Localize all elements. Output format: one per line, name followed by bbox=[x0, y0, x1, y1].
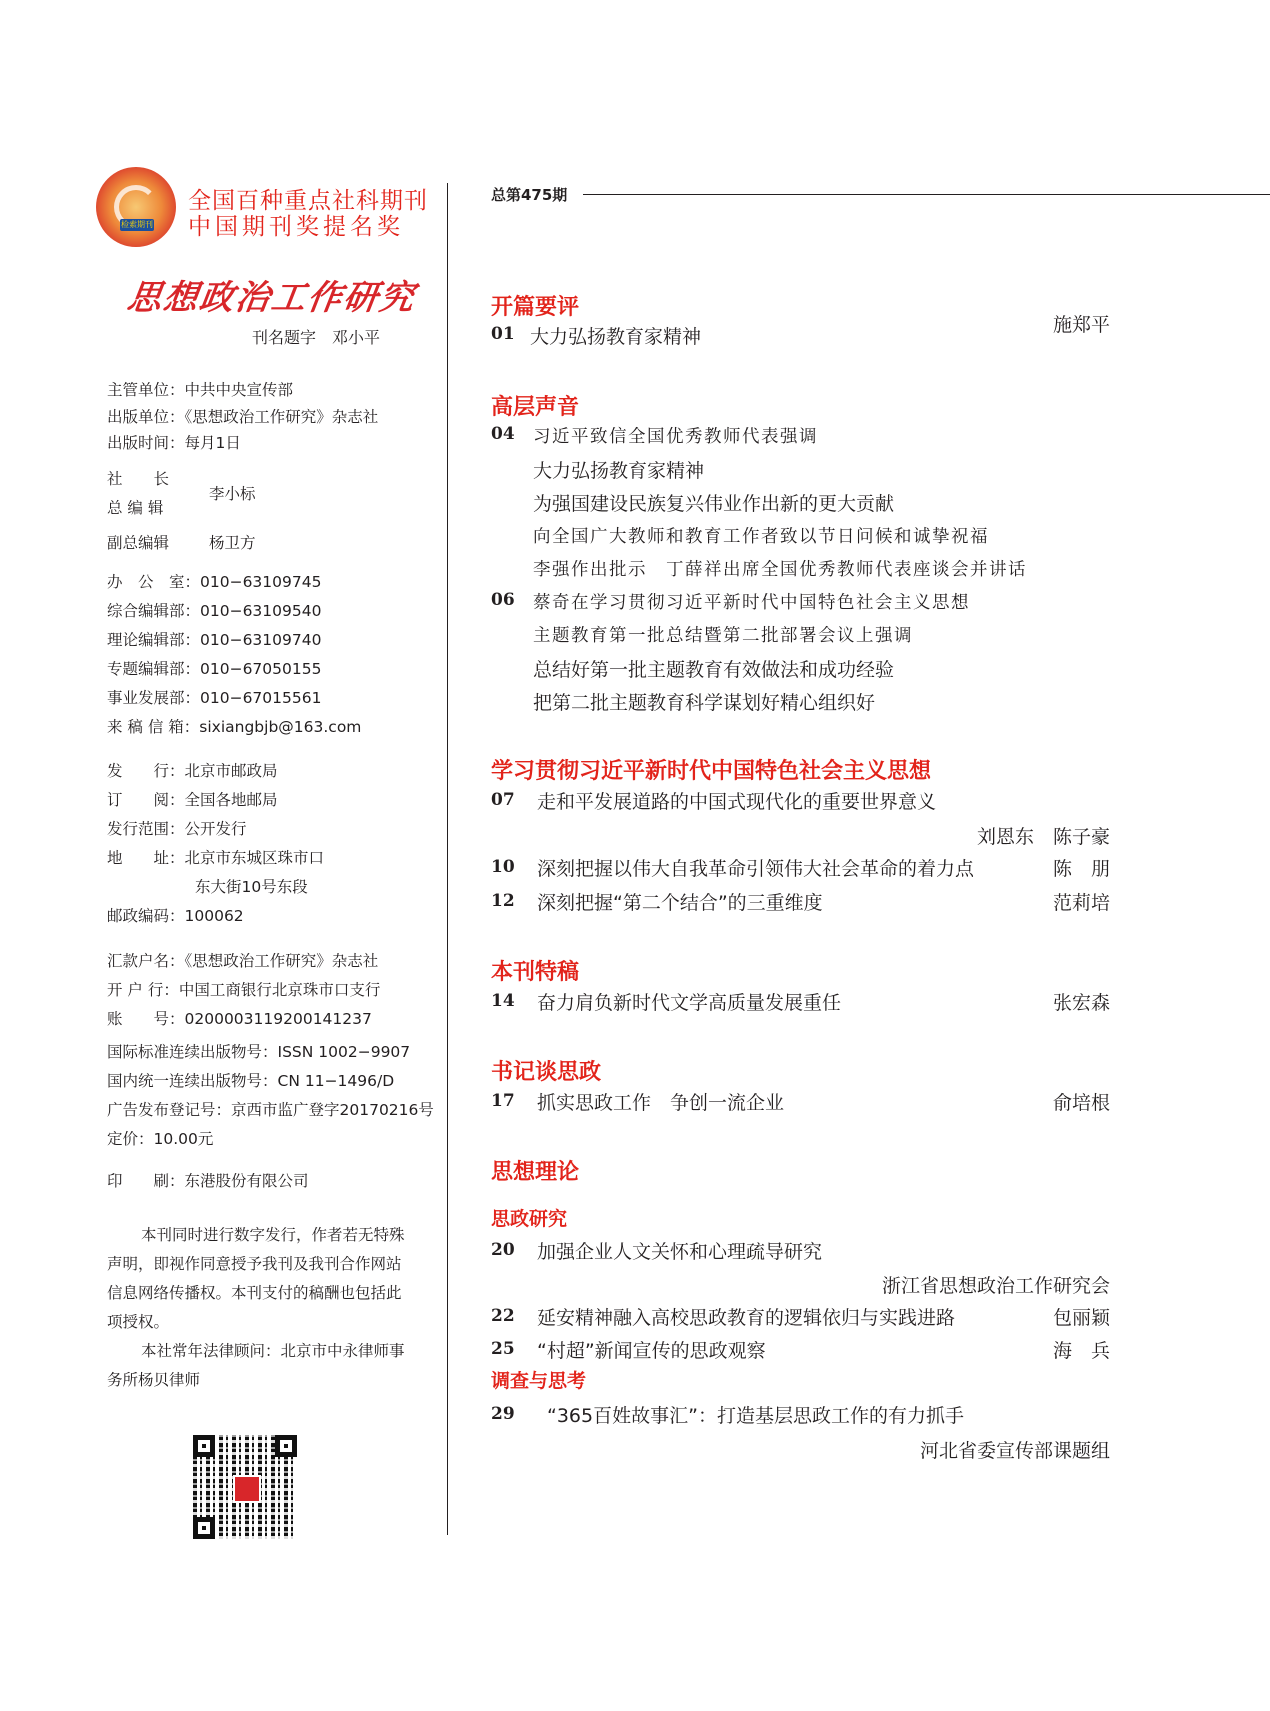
qr-finder-icon bbox=[193, 1435, 215, 1457]
issn-info: 国际标准连续出版物号：ISSN 1002−9907 bbox=[107, 1043, 411, 1061]
entry-page-number: 10 bbox=[491, 857, 515, 877]
legal-counsel-notice: 本社常年法律顾问：北京市中永律师事务所杨贝律师 bbox=[107, 1342, 405, 1389]
entry-page-number: 25 bbox=[491, 1339, 515, 1359]
award-line-1: 全国百种重点社科期刊 bbox=[188, 188, 428, 214]
entry-author: 张宏森 bbox=[1052, 992, 1110, 1014]
entry-title[interactable]: 为强国建设民族复兴伟业作出新的更大贡献 bbox=[533, 493, 895, 515]
entry-author: 海 兵 bbox=[1052, 1340, 1110, 1362]
cn-info: 国内统一连续出版物号：CN 11−1496/D bbox=[107, 1072, 395, 1090]
entry-title[interactable]: 走和平发展道路的中国式现代化的重要世界意义 bbox=[537, 791, 937, 813]
entry-page-number: 17 bbox=[491, 1091, 515, 1111]
entry-title[interactable]: 总结好第一批主题教育有效做法和成功经验 bbox=[533, 659, 895, 681]
phone-office: 办 公 室：010−63109745 bbox=[107, 573, 322, 591]
section-title: 开篇要评 bbox=[491, 295, 580, 320]
section-title: 书记谈思政 bbox=[491, 1060, 602, 1085]
entry-page-number: 12 bbox=[491, 891, 515, 911]
distribution-range: 发行范围：公开发行 bbox=[107, 820, 247, 838]
president-label: 社 长 bbox=[107, 470, 170, 488]
entry-title[interactable]: 延安精神融入高校思政教育的逻辑依归与实践进路 bbox=[537, 1307, 956, 1329]
bank-info: 开 户 行：中国工商银行北京珠市口支行 bbox=[107, 981, 381, 999]
calligraphy-credit: 刊名题字 邓小平 bbox=[252, 328, 381, 347]
qr-finder-icon bbox=[193, 1517, 215, 1539]
journal-award-logo bbox=[96, 167, 176, 247]
qr-center-logo-icon bbox=[233, 1475, 261, 1503]
column-divider bbox=[447, 183, 448, 1535]
publisher-info: 出版单位：《思想政治工作研究》杂志社 bbox=[107, 408, 379, 426]
entry-title[interactable]: 抓实思政工作 争创一流企业 bbox=[537, 1092, 785, 1114]
copyright-notice bbox=[107, 1221, 407, 1395]
phone-business-dept: 事业发展部：010−67015561 bbox=[107, 689, 322, 707]
logo-band-text: 检索期刊 bbox=[121, 220, 153, 229]
entry-page-number: 04 bbox=[491, 424, 515, 444]
phone-special-dept: 专题编辑部：010−67050155 bbox=[107, 660, 322, 678]
entry-page-number: 06 bbox=[491, 590, 515, 610]
header-rule bbox=[583, 194, 1270, 195]
phone-general-dept: 综合编辑部：010−63109540 bbox=[107, 602, 322, 620]
entry-page-number: 07 bbox=[491, 790, 515, 810]
entry-author: 范莉培 bbox=[1052, 892, 1110, 914]
entry-page-number: 29 bbox=[491, 1404, 515, 1424]
subsection-title: 思政研究 bbox=[491, 1208, 568, 1230]
entry-title[interactable]: 把第二批主题教育科学谋划好精心组织好 bbox=[533, 692, 876, 714]
section-title: 思想理论 bbox=[491, 1160, 580, 1185]
price-info: 定价：10.00元 bbox=[107, 1130, 214, 1148]
section-title: 本刊特稿 bbox=[491, 960, 580, 985]
president-name: 李小标 bbox=[209, 485, 256, 503]
entry-title[interactable]: 深刻把握“第二个结合”的三重维度 bbox=[537, 892, 823, 914]
entry-page-number: 01 bbox=[491, 324, 515, 344]
entry-subtitle[interactable]: 蔡奇在学习贯彻习近平新时代中国特色社会主义思想 bbox=[533, 593, 970, 613]
sponsor-info: 主管单位：中共中央宣传部 bbox=[107, 381, 294, 399]
entry-subtitle[interactable]: 习近平致信全国优秀教师代表强调 bbox=[533, 427, 818, 447]
address-line-1: 地 址：北京市东城区珠市口 bbox=[107, 849, 325, 867]
entry-author: 刘恩东 陈子豪 bbox=[976, 826, 1110, 848]
entry-title[interactable]: 大力弘扬教育家精神 bbox=[533, 460, 705, 482]
journal-masthead: 思想政治工作研究 bbox=[124, 278, 419, 318]
distribution-info: 发 行：北京市邮政局 bbox=[107, 762, 278, 780]
printer-info: 印 刷：东港股份有限公司 bbox=[107, 1172, 309, 1190]
entry-page-number: 14 bbox=[491, 991, 515, 1011]
publish-time-info: 出版时间：每月1日 bbox=[107, 434, 241, 452]
entry-author: 陈 朋 bbox=[1052, 858, 1110, 880]
award-line-2: 中国期刊奖提名奖 bbox=[188, 214, 404, 240]
entry-author: 施郑平 bbox=[1052, 314, 1110, 336]
submission-email: 来 稿 信 箱：sixiangbjb@163.com bbox=[107, 718, 362, 736]
entry-subtitle[interactable]: 李强作出批示 丁薛祥出席全国优秀教师代表座谈会并讲话 bbox=[533, 560, 1027, 580]
phone-theory-dept: 理论编辑部：010−63109740 bbox=[107, 631, 322, 649]
address-line-2: 东大街10号东段 bbox=[195, 878, 308, 896]
entry-author: 浙江省思想政治工作研究会 bbox=[881, 1275, 1110, 1297]
digital-license-notice: 本刊同时进行数字发行，作者若无特殊声明，即视作同意授予我刊及我刊合作网站信息网络传播权。本刊支付的稿酬也包括此项授权。 bbox=[107, 1226, 405, 1331]
deputy-editor-name: 杨卫方 bbox=[209, 534, 256, 552]
subsection-title: 调查与思考 bbox=[491, 1370, 587, 1392]
entry-page-number: 22 bbox=[491, 1306, 515, 1326]
entry-title[interactable]: “村超”新闻宣传的思政观察 bbox=[537, 1340, 766, 1362]
account-name: 汇款户名：《思想政治工作研究》杂志社 bbox=[107, 952, 379, 970]
entry-author: 河北省委宣传部课题组 bbox=[919, 1440, 1110, 1462]
qr-finder-icon bbox=[275, 1435, 297, 1457]
entry-author: 包丽颖 bbox=[1052, 1307, 1110, 1329]
entry-title[interactable]: 奋力肩负新时代文学高质量发展重任 bbox=[537, 992, 842, 1014]
chief-editor-label: 总 编 辑 bbox=[107, 499, 164, 517]
entry-subtitle[interactable]: 向全国广大教师和教育工作者致以节日问候和诚挚祝福 bbox=[533, 527, 989, 547]
postcode-info: 邮政编码：100062 bbox=[107, 907, 244, 925]
entry-title[interactable]: 大力弘扬教育家精神 bbox=[530, 326, 702, 348]
section-title: 高层声音 bbox=[491, 395, 580, 420]
entry-title[interactable]: “365百姓故事汇”：打造基层思政工作的有力抓手 bbox=[547, 1405, 964, 1427]
ad-license-info: 广告发布登记号：京西市监广登字20170216号 bbox=[107, 1101, 434, 1119]
entry-title[interactable]: 加强企业人文关怀和心理疏导研究 bbox=[537, 1241, 823, 1263]
entry-page-number: 20 bbox=[491, 1240, 515, 1260]
section-title: 学习贯彻习近平新时代中国特色社会主义思想 bbox=[491, 759, 932, 784]
account-number: 账 号：0200003119200141237 bbox=[107, 1010, 372, 1028]
subscription-info: 订 阅：全国各地邮局 bbox=[107, 791, 278, 809]
entry-title[interactable]: 深刻把握以伟大自我革命引领伟大社会革命的着力点 bbox=[537, 858, 975, 880]
deputy-editor-label: 副总编辑 bbox=[107, 534, 170, 552]
qr-code[interactable] bbox=[193, 1435, 297, 1539]
entry-author: 俞培根 bbox=[1052, 1092, 1110, 1114]
entry-subtitle[interactable]: 主题教育第一批总结暨第二批部署会议上强调 bbox=[533, 626, 913, 646]
issue-number: 总第475期 bbox=[491, 186, 568, 204]
